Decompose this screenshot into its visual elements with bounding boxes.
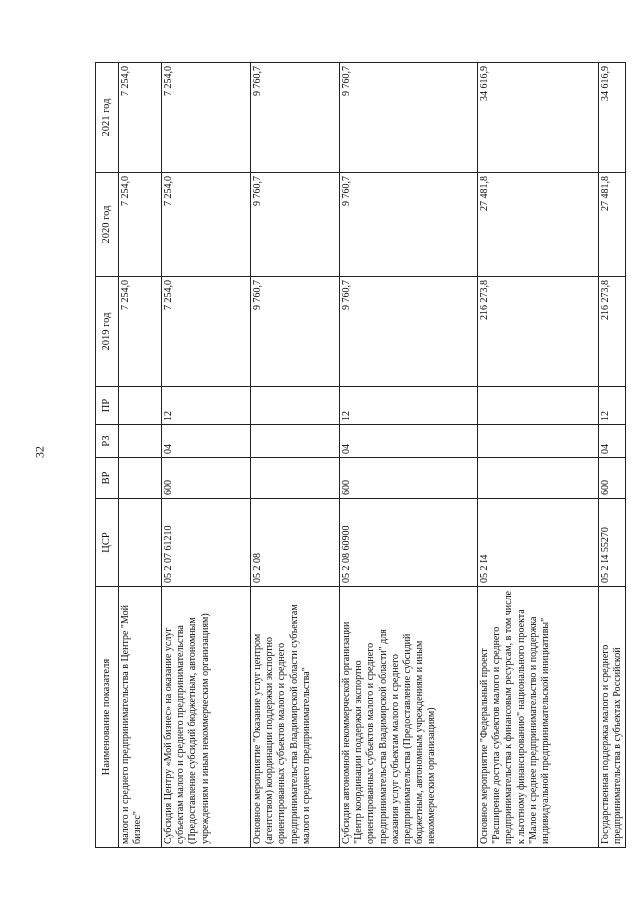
- row-2020: 9 760,7: [251, 173, 340, 277]
- table-row: [340, 63, 478, 848]
- row-2021: 7 254,0: [119, 63, 162, 173]
- row-pr: 12: [162, 387, 251, 425]
- row-vr: [251, 458, 340, 499]
- row-name: малого и среднего предпринимательства в Центре "Мой бизнес": [119, 587, 162, 848]
- header-vr: ВР: [96, 458, 119, 499]
- row-2020: 7 254,0: [162, 173, 251, 277]
- header-name: Наименование показателя: [96, 587, 119, 848]
- rotated-page: [95, 63, 624, 848]
- header-rz: РЗ: [96, 425, 119, 458]
- row-rz: [119, 425, 162, 458]
- row-rz: 04: [599, 425, 626, 458]
- row-2021: 34 616,9: [478, 63, 599, 173]
- row-2019: 216 273,8: [478, 277, 599, 387]
- row-csr: 05 2 08: [251, 499, 340, 587]
- row-2020: 27 481,8: [478, 173, 599, 277]
- row-2020: 9 760,7: [340, 173, 478, 277]
- header-2021: 2021 год: [96, 63, 119, 173]
- row-2021: 7 254,0: [162, 63, 251, 173]
- row-2020: 7 254,0: [119, 173, 162, 277]
- table-header-row: [96, 63, 119, 848]
- header-2020: 2020 год: [96, 173, 119, 277]
- page-number: 32: [32, 446, 47, 458]
- row-csr: 05 2 I4: [478, 499, 599, 587]
- row-name: Субсидия Центру «Мой бизнес» на оказание услуг субъектам малого и среднего предпринимательства (Предоставление субсидий бюджетным, автономным учреждениям и иным некоммерческим организациям): [162, 587, 251, 848]
- header-pr: ПР: [96, 387, 119, 425]
- row-csr: 05 2 07 61210: [162, 499, 251, 587]
- row-rz: [251, 425, 340, 458]
- header-csr: ЦСР: [96, 499, 119, 587]
- row-2020: 27 481,8: [599, 173, 626, 277]
- row-name: Основное мероприятие "Оказание услуг центром (агентством) координации поддержки экспортно ориентированных субъектов малого и среднего предпринимательства Владимирской области субъектам малого и среднего предпринимательства": [251, 587, 340, 848]
- row-name: Субсидия автономной некоммерческой организации "Центр координации поддержки экспортно ориентированных субъектов малого и среднего предпринимательства Владимирской области" для оказания услуг субъектам малого и среднего предпринимательства (Предоставление субсидий бюджетным, автономным учреждениям и иным некоммерческим организациям): [340, 587, 478, 848]
- row-csr: 05 2 I4 55270: [599, 499, 626, 587]
- table-row: [599, 63, 626, 848]
- row-rz: [478, 425, 599, 458]
- row-csr: 05 2 08 60900: [340, 499, 478, 587]
- row-name: Основное мероприятие "Федеральный проект "Расширение доступа субъектов малого и среднего предпринимательства к финансовым ресурсам, в том числе к льготному финансированию" национального проекта "Малое и среднее предпринимательство и поддержка индивидуальной предпринимательской инициативы": [478, 587, 599, 848]
- row-rz: 04: [340, 425, 478, 458]
- row-pr: [251, 387, 340, 425]
- row-2019: 216 273,8: [599, 277, 626, 387]
- row-pr: 12: [599, 387, 626, 425]
- row-2019: 7 254,0: [119, 277, 162, 387]
- row-csr: [119, 499, 162, 587]
- row-2021: 34 616,9: [599, 63, 626, 173]
- row-pr: [119, 387, 162, 425]
- row-vr: 600: [340, 458, 478, 499]
- row-2019: 9 760,7: [340, 277, 478, 387]
- row-pr: 12: [340, 387, 478, 425]
- row-2021: 9 760,7: [340, 63, 478, 173]
- header-2019: 2019 год: [96, 277, 119, 387]
- row-pr: [478, 387, 599, 425]
- table-row: [251, 63, 340, 848]
- row-2019: 7 254,0: [162, 277, 251, 387]
- row-vr: [119, 458, 162, 499]
- budget-table: [95, 62, 626, 848]
- row-vr: [478, 458, 599, 499]
- row-2021: 9 760,7: [251, 63, 340, 173]
- row-name: Государственная поддержка малого и среднего предпринимательства в субъектах Российской: [599, 587, 626, 848]
- row-vr: 600: [599, 458, 626, 499]
- table-row: [162, 63, 251, 848]
- row-2019: 9 760,7: [251, 277, 340, 387]
- table-row: [478, 63, 599, 848]
- table-row: [119, 63, 162, 848]
- row-rz: 04: [162, 425, 251, 458]
- row-vr: 600: [162, 458, 251, 499]
